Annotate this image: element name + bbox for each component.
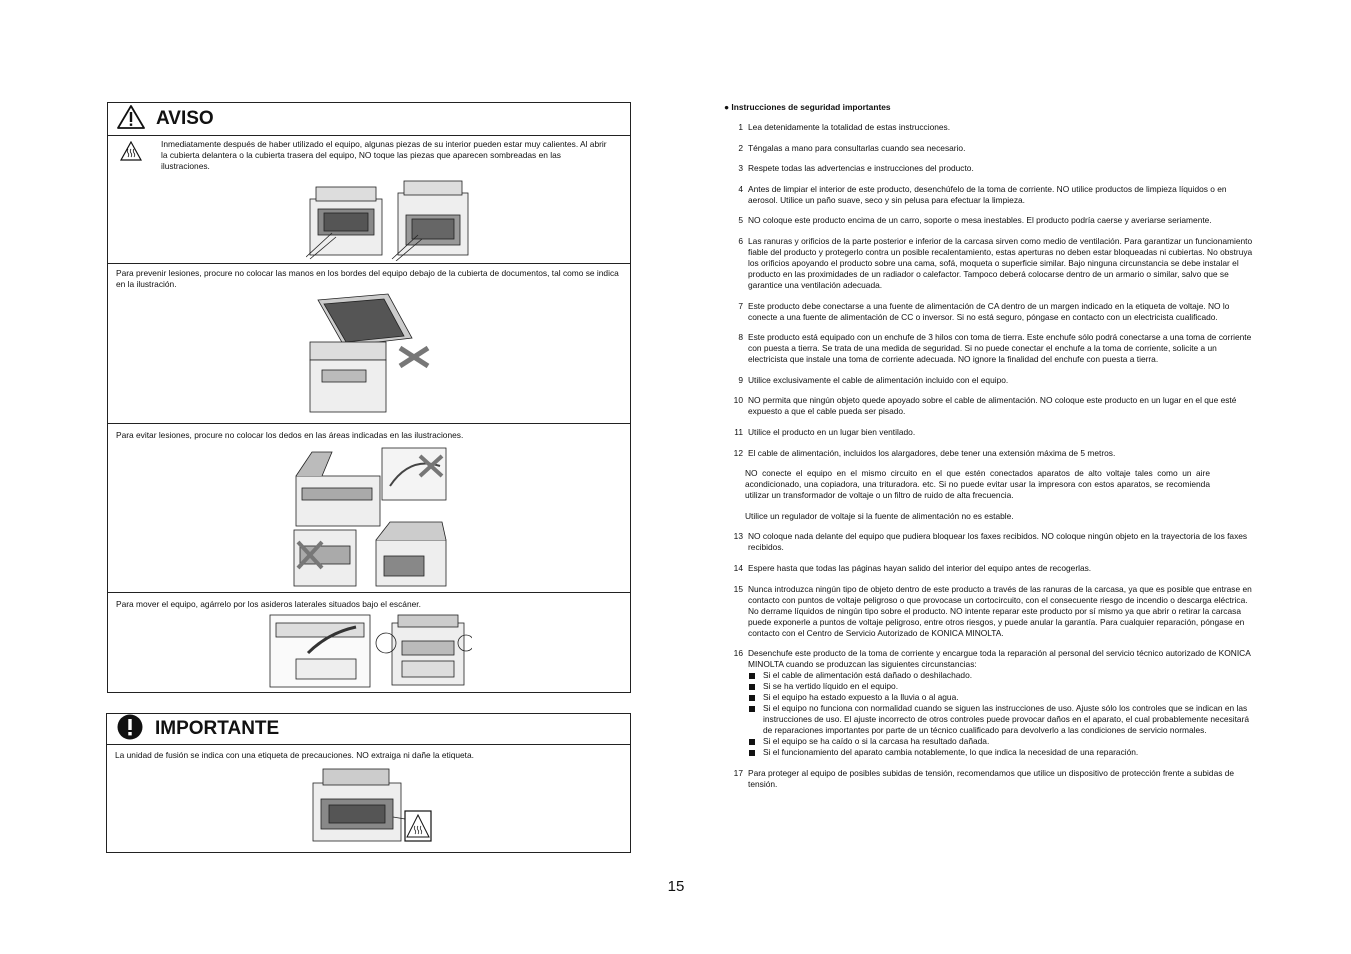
- list-item: 15 Nunca introduzca ningún tipo de objeto dentro de este producto a través de las ranuras de la carcasa, ya que es posible que entrase en contacto con puntos de voltaje peligroso o que provocase un cortocircuito, con el consecuente riesgo de incendio o descarga eléctrica. No derrame líquidos de ningún tipo sobre el producto. NO intente reparar este producto por sí mismo ya que abrir o retirar la carcasa puede exponerle a puntos de voltaje peligroso, entre otros riesgos, y puede anular la garantía. Para cualquier reparación, póngase en contacto con el Centro de Servicio Autorizado de KONICA MINOLTA.: [733, 583, 1252, 638]
- list-item: 11 Utilice el producto en un lugar bien ventilado.: [734, 426, 916, 437]
- importante-box: [106, 713, 631, 853]
- bullet-item: Si el equipo se ha caído o si la carcasa ha resultado dañada.: [748, 736, 1258, 747]
- safety-heading: ● Instrucciones de seguridad importantes: [724, 102, 891, 112]
- list-item: 2 Téngalas a mano para consultarlas cuando sea necesario.: [738, 142, 966, 153]
- list-item: 8 Este producto está equipado con un enchufe de 3 hilos con toma de tierra. Este enchufe sólo podrá conectarse a una toma de corriente con puesta a tierra. Se trata de una medida de seguridad. Si no puede conectar el enchufe a la toma de corriente, solicite a un electricista que instale una toma de corriente adecuada. NO ignore la finalidad del enchufe con puesta a tierra.: [738, 332, 1252, 365]
- aviso-title: AVISO: [156, 108, 214, 129]
- bullet-item: Si el funcionamiento del aparato cambia notablemente, lo que indica la necesidad de una reparación.: [748, 747, 1258, 758]
- warning-triangle-icon: [116, 104, 146, 135]
- illustration-hot-parts: [306, 179, 496, 261]
- square-bullet-icon: [749, 706, 755, 712]
- square-bullet-icon: [749, 673, 755, 679]
- list-item: 12 El cable de alimentación, incluidos los alargadores, debe tener una extensión máxima de 5 metros.: [733, 447, 1116, 458]
- aviso-text-2: Para prevenir lesiones, procure no colocar las manos en los bordes del equipo debajo de la cubierta de documentos, tal como se indica en la ilustración.: [116, 268, 619, 289]
- illustration-fuser-label: [309, 765, 433, 843]
- importante-title: IMPORTANTE: [155, 718, 280, 739]
- square-bullet-icon: [749, 695, 755, 701]
- list-item: 1 Lea detenidamente la totalidad de estas instrucciones.: [738, 122, 951, 132]
- list-item: 4 Antes de limpiar el interior de este producto, desenchúfelo de la toma de corriente. NO utilice productos de limpieza líquidos o en aerosol. Utilice un paño suave, seco y sin pelusa para efectuar la limpieza.: [738, 183, 1227, 205]
- aviso-header: [108, 103, 630, 136]
- repair-conditions-list: [748, 670, 1258, 758]
- item-16-text: Desenchufe este producto de la toma de corriente y encargue toda la reparación al personal del servicio técnico autorizado de KONICA MINOLTA cuando se produzcan las siguientes circunstancias:: [748, 648, 1251, 670]
- list-item: 10 NO permita que ningún objeto quede apoyado sobre el cable de alimentación. NO coloque este producto en un lugar en el que esté expuesto a que el cable pueda ser pisado.: [733, 395, 1237, 417]
- bullet-item: Si el equipo ha estado expuesto a la lluvia o al agua.: [748, 692, 1258, 703]
- square-bullet-icon: [749, 739, 755, 745]
- bullet-item: Si el equipo no funciona con normalidad cuando se siguen las instrucciones de uso. Ajuste sólo los controles que se indican en las instrucciones de uso. El ajuste incorrecto de otros controles puede provocar daños en el aparato, el cual probablemente necesitará de reparaciones importantes por parte de un técnico cualificado para devolverlo a las condiciones de servicio normales.: [748, 703, 1258, 736]
- bullet-item: Si el cable de alimentación está dañado o deshilachado.: [748, 670, 1258, 681]
- importante-text: La unidad de fusión se indica con una etiqueta de precauciones. NO extraiga ni dañe la etiqueta.: [115, 750, 474, 760]
- circuit-paragraph: NO conecte el equipo en el mismo circuito en el que estén conectados aparatos de alto voltaje tales como un aire acondicionado, una copiadora, una trituradora. etc. Si no puede evitar usar la impresora con estos aparatos, se recomienda utilizar un transformador de voltaje o un filtro de ruido de alta frecuencia.: [745, 468, 1210, 501]
- page-number: 15: [667, 878, 685, 895]
- illustration-fingers: [292, 446, 448, 590]
- hot-surface-icon: [120, 141, 142, 164]
- list-item: 16 Desenchufe este producto de la toma de corriente y encargue toda la reparación al personal del servicio técnico autorizado de KONICA MINOLTA cuando se produzcan las siguientes circunstancias: Si el cable de alimentación está dañado o deshilachado. Si se ha vertido líquido en el equipo. Si el equipo ha estado expuesto a la lluvia o al agua. Si el equipo no funciona con normalidad cuando se siguen las instrucciones de uso. Ajuste sólo los controles que se indican en las instrucciones de uso. El ajuste incorrecto de otros controles puede provocar daños en el aparato, el cual probablemente necesitará de reparaciones importantes por parte de un técnico cualificado para devolverlo a las condiciones de servicio normales. Si el equipo se ha caído o si la carcasa ha resultado dañada. Si el funcionamiento del aparato cambia notablemente, lo que indica la necesidad de una reparación.: [724, 648, 1258, 758]
- aviso-text-1: Inmediatamente después de haber utilizado el equipo, algunas piezas de su interior pueden estar muy calientes. Al abrir la cubierta delantera o la cubierta trasera del equipo, NO toque las piezas que aparecen sombreadas en las ilustraciones.: [161, 139, 607, 171]
- square-bullet-icon: [749, 684, 755, 690]
- list-item: 17 Para proteger al equipo de posibles subidas de tensión, recomendamos que utilice un dispositivo de protección frente a subidas de tensión.: [733, 767, 1235, 789]
- safety-instructions: [724, 102, 1258, 799]
- list-item: 3 Respete todas las advertencias e instrucciones del producto.: [738, 163, 974, 174]
- aviso-section-hot-parts: [108, 135, 630, 263]
- square-bullet-icon: [749, 750, 755, 756]
- illustration-document-cover: [304, 290, 434, 418]
- aviso-box: [107, 102, 631, 693]
- illustration-moving: [268, 613, 472, 689]
- list-item: 9 Utilice exclusivamente el cable de alimentación incluido con el equipo.: [738, 374, 1009, 385]
- list-item: 7 Este producto debe conectarse a una fuente de alimentación de CA dentro de un margen indicado en la etiqueta de voltaje. NO lo conecte a una fuente de alimentación de CC o inversor. Si no está seguro, póngase en contacto con un electricista cualificado.: [738, 300, 1230, 322]
- list-item: 13 NO coloque nada delante del equipo que pudiera bloquear los faxes recibidos. NO coloque ningún objeto en la trayectoria de los faxes recibidos.: [733, 531, 1248, 553]
- bullet-item: Si se ha vertido líquido en el equipo.: [748, 681, 1258, 692]
- importante-header: [107, 714, 630, 745]
- aviso-section-fingers: [108, 423, 630, 593]
- aviso-section-document-cover: [108, 263, 630, 424]
- regulator-paragraph: Utilice un regulador de voltaje si la fuente de alimentación no es estable.: [745, 510, 1014, 521]
- aviso-text-4: Para mover el equipo, agárrelo por los asideros laterales situados bajo el escáner.: [116, 599, 421, 609]
- exclamation-circle-icon: [115, 714, 145, 745]
- list-item: 5 NO coloque este producto encima de un carro, soporte o mesa inestables. El producto podría caerse y averiarse seriamente.: [738, 215, 1212, 226]
- list-item: 14 Espere hasta que todas las páginas hayan salido del interior del equipo antes de recogerlas.: [733, 562, 1092, 573]
- aviso-section-moving: [108, 592, 630, 693]
- aviso-text-3: Para evitar lesiones, procure no colocar los dedos en las áreas indicadas en las ilustraciones.: [116, 430, 464, 440]
- list-item: 6 Las ranuras y orificios de la parte posterior e inferior de la carcasa sirven como medio de ventilación. Para garantizar un funcionamiento fiable del producto y protegerlo contra un posible recalentamiento, estas aperturas no deben estar bloqueadas ni cubiertas. No obstruya los orificios apoyando el producto sobre una cama, sofá, moqueta o superficie similar. Bajo ninguna circunstancia se debe instalar el producto en las proximidades de un radiador o calefactor. Tampoco deberá colocarse dentro de un armario o similar, salvo que se garantice una ventilación adecuada.: [738, 235, 1253, 290]
